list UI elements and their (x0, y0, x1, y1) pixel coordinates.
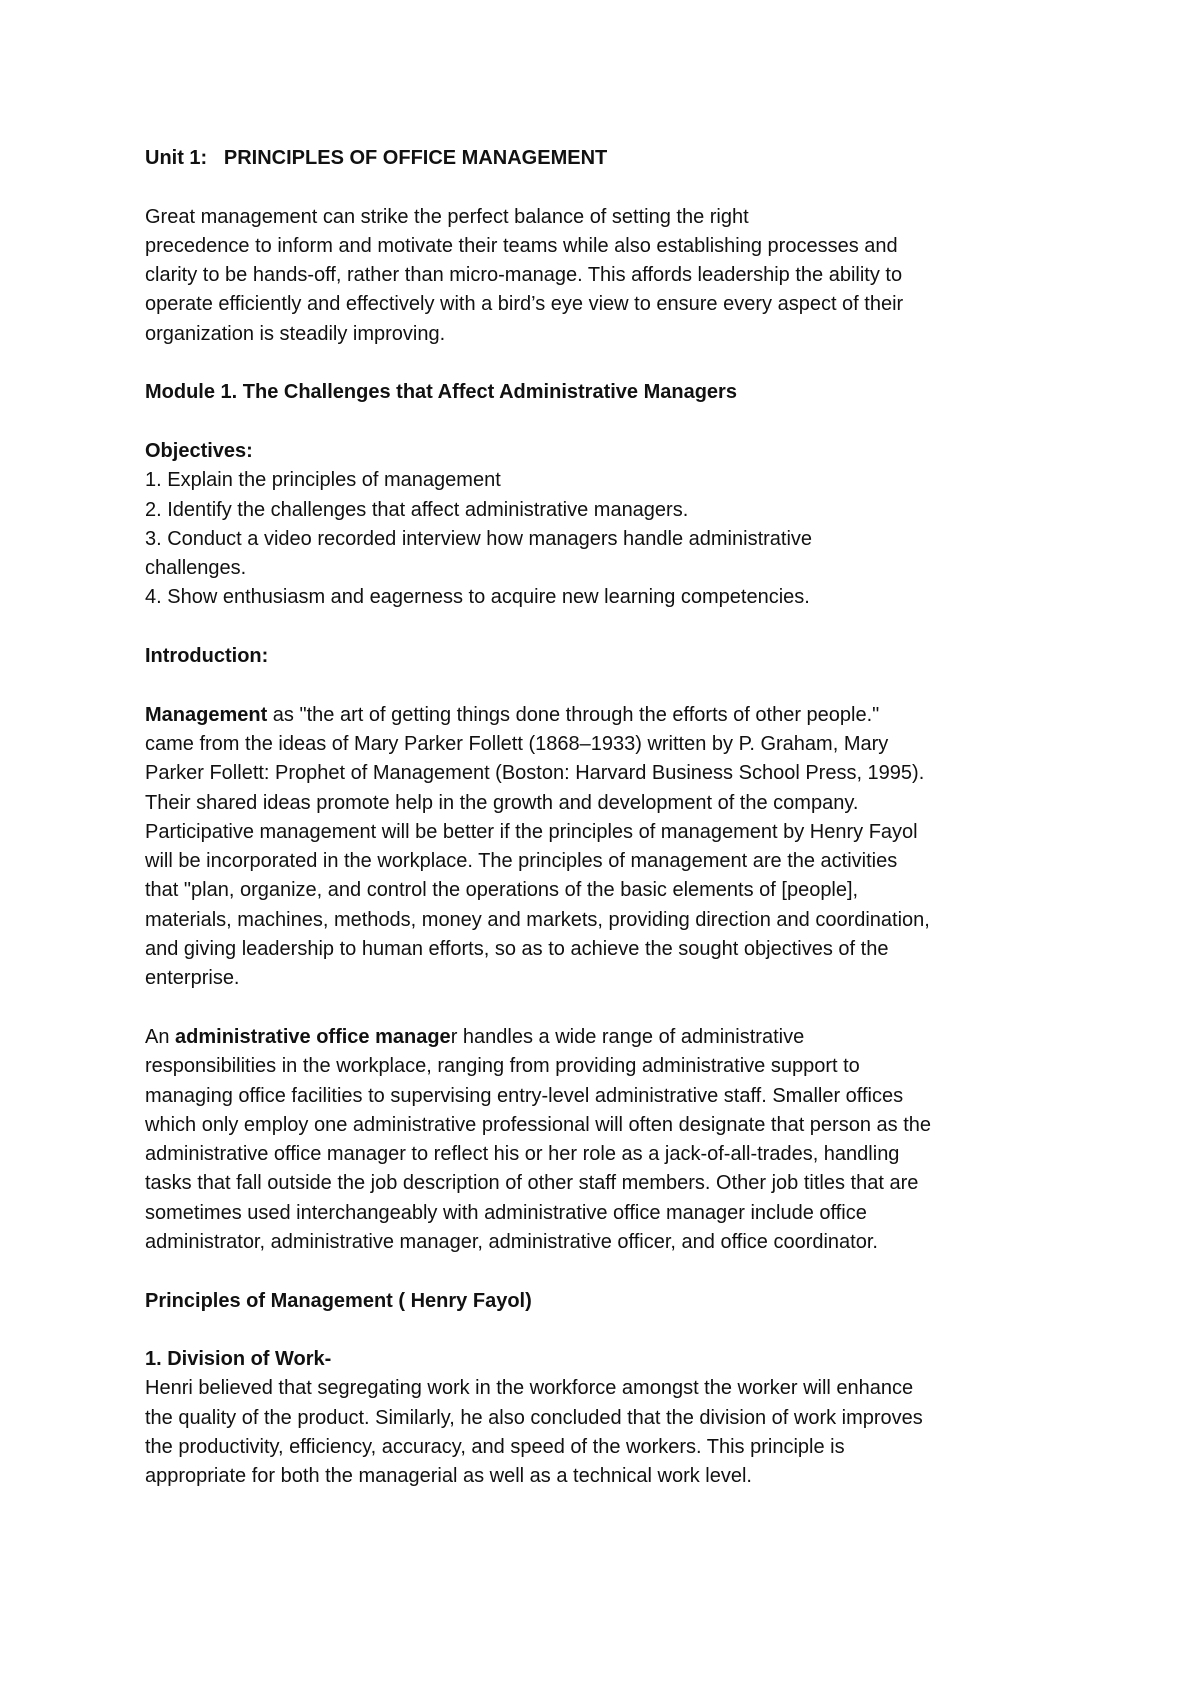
management-first-line-rest: as "the art of getting things done through the efforts of other people." (267, 703, 880, 726)
admin-line: administrator, administrative manager, administrative officer, and office coordinator. (145, 1230, 878, 1253)
admin-line: responsibilities in the workplace, ranging from providing administrative support to (145, 1055, 860, 1078)
principles-heading: Principles of Management ( Henry Fayol) (145, 1289, 532, 1312)
spacer (145, 671, 1045, 700)
document-body (145, 144, 1045, 1492)
spacer (145, 408, 1045, 437)
objectives-heading: Objectives: (145, 439, 253, 462)
unit-heading (145, 144, 1045, 173)
management-line: and giving leadership to human efforts, so as to achieve the sought objectives of the (145, 938, 889, 961)
management-line: Their shared ideas promote help in the growth and development of the company. (145, 791, 859, 814)
admin-line: sometimes used interchangeably with administrative office manager include office (145, 1201, 867, 1224)
intro-line: organization is steadily improving. (145, 322, 446, 345)
spacer (145, 173, 1045, 202)
admin-line: tasks that fall outside the job description of other staff members. Other job titles that are (145, 1172, 919, 1195)
intro-paragraph (145, 203, 1045, 349)
objectives-section (145, 437, 1045, 613)
unit-heading-label: Unit 1: (145, 147, 208, 169)
division-of-work-heading: 1. Division of Work- (145, 1348, 332, 1371)
spacer (145, 613, 1045, 642)
intro-line: Great management can strike the perfect balance of setting the right (145, 205, 749, 228)
management-term: Management (145, 703, 268, 726)
admin-first-line-rest: r handles a wide range of administrative (450, 1025, 805, 1048)
intro-line: precedence to inform and motivate their teams while also establishing processes and (145, 234, 898, 257)
spacer (145, 994, 1045, 1023)
objective-item: 3. Conduct a video recorded interview how managers handle administrative (145, 527, 813, 550)
intro-line: clarity to be hands-off, rather than micro-manage. This affords leadership the ability to (145, 264, 903, 287)
admin-first-line (145, 1023, 1045, 1052)
admin-line: administrative office manager to reflect his or her role as a jack-of-all-trades, handling (145, 1143, 900, 1166)
objective-item: 1. Explain the principles of management (145, 469, 501, 492)
division-line: Henri believed that segregating work in the workforce amongst the worker will enhance (145, 1377, 914, 1400)
management-line: Parker Follett: Prophet of Management (Boston: Harvard Business School Press, 1995). (145, 762, 925, 785)
admin-term: administrative office manage (175, 1025, 451, 1048)
objective-item: challenges. (145, 557, 247, 580)
objective-item: 2. Identify the challenges that affect administrative managers. (145, 498, 689, 521)
management-line: that "plan, organize, and control the operations of the basic elements of [people], (145, 879, 859, 902)
management-line: will be incorporated in the workplace. The principles of management are the activities (145, 850, 898, 873)
spacer (145, 1316, 1045, 1345)
division-line: appropriate for both the managerial as well as a technical work level. (145, 1465, 752, 1488)
spacer (145, 349, 1045, 378)
objective-item: 4. Show enthusiasm and eagerness to acquire new learning competencies. (145, 586, 810, 609)
unit-heading-title: PRINCIPLES OF OFFICE MANAGEMENT (223, 147, 608, 169)
spacer (145, 1257, 1045, 1286)
division-of-work-section (145, 1345, 1045, 1491)
admin-line: which only employ one administrative professional will often designate that person as the (145, 1113, 931, 1136)
management-paragraph (145, 701, 1045, 994)
admin-line: managing office facilities to supervising entry-level administrative staff. Smaller offices (145, 1084, 904, 1107)
management-line: materials, machines, methods, money and markets, providing direction and coordination, (145, 908, 930, 931)
management-line: enterprise. (145, 967, 240, 990)
admin-prefix: An (145, 1025, 176, 1048)
division-line: the productivity, efficiency, accuracy, and speed of the workers. This principle is (145, 1436, 845, 1459)
introduction-heading: Introduction: (145, 645, 269, 668)
module-heading: Module 1. The Challenges that Affect Administrative Managers (145, 381, 737, 404)
division-line: the quality of the product. Similarly, he also concluded that the division of work improves (145, 1406, 923, 1429)
intro-line: operate efficiently and effectively with a bird’s eye view to ensure every aspect of their (145, 293, 904, 316)
management-first-line (145, 701, 1045, 730)
management-line: Participative management will be better if the principles of management by Henry Fayol (145, 820, 918, 843)
management-line: came from the ideas of Mary Parker Follett (1868–1933) written by P. Graham, Mary (145, 732, 889, 755)
admin-manager-paragraph (145, 1023, 1045, 1257)
